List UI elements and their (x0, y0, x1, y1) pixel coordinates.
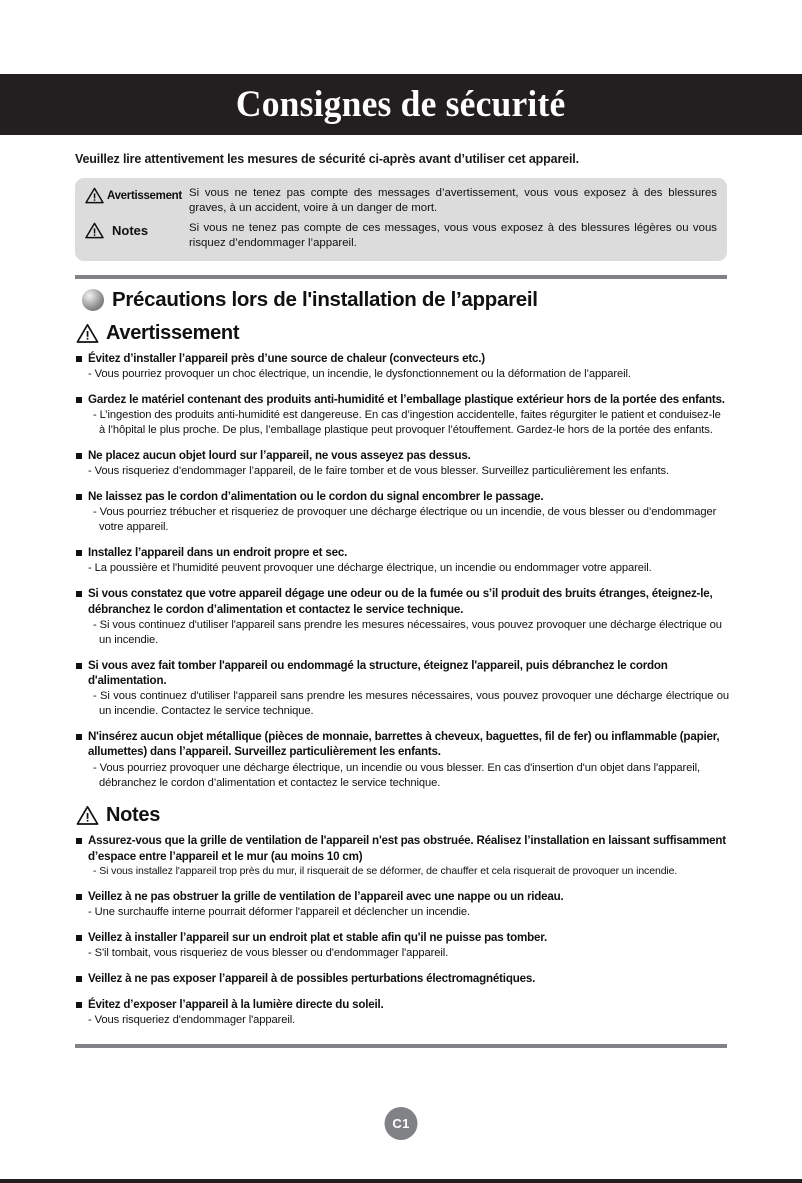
square-bullet-icon (76, 591, 82, 597)
list-item-head: Si vous avez fait tomber l'appareil ou endommagé la structure, éteignez l'appareil, puis débranchez le cordon d'alimentation. (88, 658, 668, 687)
list-item-head: Ne placez aucun objet lourd sur l’appareil, ne vous asseyez pas dessus. (88, 448, 471, 462)
list-item-desc: - S'il tombait, vous risqueriez de vous blesser ou d'endommager l'appareil. (88, 947, 449, 960)
subsection-heading-text: Notes (106, 804, 161, 827)
list-item-desc: - Vous risqueriez d'endommager l'appareil. (88, 1013, 296, 1026)
page-content (0, 135, 802, 1048)
square-bullet-icon (76, 663, 82, 669)
warning-triangle-icon (76, 805, 99, 826)
list-item-head: Veillez à ne pas exposer l’appareil à de possibles perturbations électromagnétiques. (88, 972, 536, 986)
list-item-desc: - Vous pourriez provoquer une décharge électrique, un incendie ou vous blesser. En cas d'insertion d'un objet dans l'appareil, débranchez le cordon d’alimentation et contactez le service technique. (93, 761, 701, 789)
list-item (75, 997, 729, 1028)
list-item-head: Évitez d’installer l’appareil près d’une source de chaleur (convecteurs etc.) (88, 351, 485, 365)
square-bullet-icon (76, 894, 82, 900)
square-bullet-icon (76, 1002, 82, 1008)
list-item-head: Si vous constatez que votre appareil dégage une odeur ou de la fumée ou s’il produit des bruits étranges, éteignez-le, débranchez le cordon d’alimentation et contactez le service technique. (88, 587, 713, 616)
legend-box (75, 178, 727, 261)
list-item-desc: - La poussière et l'humidité peuvent provoquer une décharge électrique, un incendie ou endommager votre appareil. (88, 562, 652, 575)
list-item-head: Assurez-vous que la grille de ventilation de l'appareil n'est pas obstruée. Réalisez l’installation en laissant suffisamment d’espace entre l’appareil et le mur (au moins 10 cm) (88, 834, 726, 863)
list-item-desc: - Si vous continuez d'utiliser l'appareil sans prendre les mesures nécessaires, vous pouvez provoquer une décharge électrique ou un incendie. (93, 618, 722, 646)
section-divider-bottom (75, 1044, 727, 1048)
page-title-banner (0, 74, 802, 135)
list-item (75, 889, 729, 920)
list-item (75, 545, 729, 576)
list-item (75, 351, 729, 382)
list-item-desc: - Vous risqueriez d’endommager l’appareil, de le faire tomber et de vous blesser. Surveillez particulièrement les enfants. (88, 465, 670, 478)
square-bullet-icon (76, 935, 82, 941)
legend-description: Si vous ne tenez pas compte de ces messages, vous vous exposez à des blessures légères ou vous risquez d’endommager l’appareil. (189, 221, 717, 250)
list-item-desc: - Vous pourriez trébucher et risqueriez de provoquer une décharge électrique ou un incendie, de vous blesser ou d’endommager votre appareil. (93, 506, 717, 534)
legend-row-avertissement (85, 186, 717, 217)
list-item (75, 658, 729, 719)
notes-item-list (0, 833, 802, 1027)
list-item (75, 586, 729, 647)
list-item (75, 729, 729, 790)
square-bullet-icon (76, 356, 82, 362)
list-item-head: Installez l’appareil dans un endroit propre et sec. (88, 546, 348, 560)
list-item (75, 489, 729, 535)
warning-item-list (0, 351, 802, 791)
list-item-desc: - Une surchauffe interne pourrait déformer l'appareil et déclencher un incendie. (88, 906, 470, 919)
legend-label-text: Notes (112, 222, 149, 238)
subsection-heading-avertissement (76, 322, 802, 345)
list-item (75, 833, 729, 879)
list-item-desc: - Vous pourriez provoquer un choc électrique, un incendie, le dysfonctionnement ou la déformation de l’appareil. (88, 367, 631, 380)
list-item-head: Veillez à ne pas obstruer la grille de ventilation de l’appareil avec une nappe ou un rideau. (88, 889, 564, 903)
list-item-desc: - Si vous continuez d'utiliser l'appareil sans prendre les mesures nécessaires, vous pouvez provoquer une décharge électrique ou un incendie. Contactez le service technique. (93, 690, 729, 718)
warning-triangle-icon (76, 323, 99, 344)
legend-label-notes (85, 221, 189, 239)
square-bullet-icon (76, 453, 82, 459)
list-item (75, 392, 729, 438)
square-bullet-icon (76, 838, 82, 844)
square-bullet-icon (76, 397, 82, 403)
list-item-head: Gardez le matériel contenant des produits anti-humidité et l’emballage plastique extérieur hors de la portée des enfants. (88, 392, 725, 406)
list-item-head: Ne laissez pas le cordon d’alimentation ou le cordon du signal encombrer le passage. (88, 490, 544, 504)
legend-row-notes (85, 221, 717, 252)
square-bullet-icon (76, 976, 82, 982)
subsection-heading-notes (76, 804, 802, 827)
list-item-head: N'insérez aucun objet métallique (pièces de monnaie, barrettes à cheveux, baguettes, fil de fer) ou inflammable (papier, allumettes) dans l’appareil. Surveillez particulièrement les enfants. (88, 730, 720, 759)
square-bullet-icon (76, 494, 82, 500)
list-item-head: Veillez à installer l’appareil sur un endroit plat et stable afin qu'il ne puisse pas tomber. (88, 931, 547, 945)
legend-description: Si vous ne tenez pas compte des messages d’avertissement, vous vous exposez à des blessures graves, à un accident, voire à un danger de mort. (189, 187, 717, 215)
list-item-desc: - L’ingestion des produits anti-humidité est dangereuse. En cas d’ingestion accidentelle, faites régurgiter le patient et conduisez-le à l’hôpital le plus proche. De plus, l’emballage plastique peut provoquer l’étouffement. Gardez-le hors de la portée des enfants. (93, 409, 721, 436)
subsection-heading-text: Avertissement (106, 321, 240, 344)
legend-label-avertissement (85, 186, 189, 204)
intro-text: Veuillez lire attentivement les mesures de sécurité ci-après avant d’utiliser cet appareil. (75, 152, 579, 166)
list-item (75, 448, 729, 479)
page-title: Consignes de sécurité (236, 84, 566, 125)
square-bullet-icon (76, 734, 82, 740)
list-item-head: Évitez d’exposer l’appareil à la lumière directe du soleil. (88, 997, 384, 1011)
section-heading (82, 288, 802, 312)
legend-label-text: Avertissement (107, 189, 182, 202)
list-item (75, 930, 729, 961)
square-bullet-icon (76, 550, 82, 556)
section-heading-text: Précautions lors de l'installation de l’appareil (112, 287, 538, 311)
page-number-badge: C1 (385, 1107, 418, 1140)
list-item-desc: - Si vous installez l'appareil trop près du mur, il risquerait de se déformer, de chauffer et cela risquerait de provoquer un incendie. (93, 865, 678, 877)
warning-triangle-icon (85, 187, 104, 204)
section-divider-top (75, 275, 727, 279)
gray-sphere-icon (82, 289, 104, 311)
list-item (75, 971, 729, 986)
warning-triangle-icon (85, 222, 104, 239)
